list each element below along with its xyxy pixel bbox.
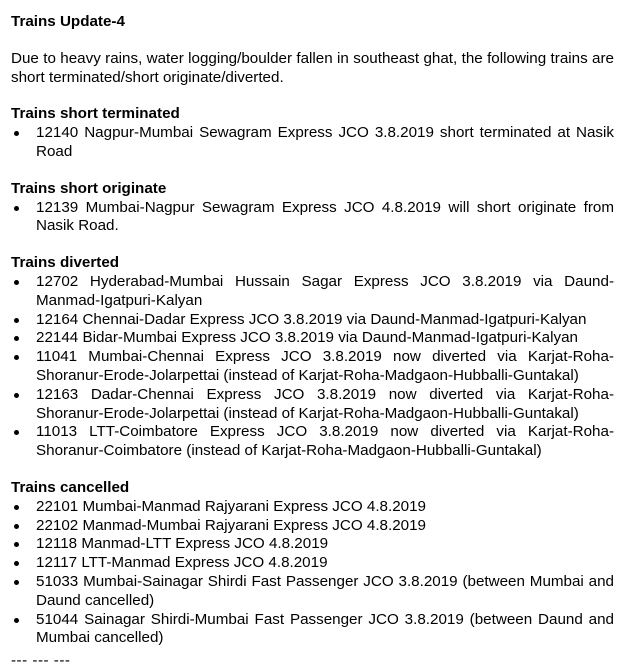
list-item: 51033 Mumbai-Sainagar Shirdi Fast Passenger JCO 3.8.2019 (between Mumbai and Daund cancelled) — [36, 572, 614, 609]
section-cancelled — [11, 479, 614, 648]
section-heading: Trains cancelled — [11, 478, 130, 496]
section-short-originate — [11, 180, 614, 236]
list-item: 11013 LTT-Coimbatore Express JCO 3.8.2019 now diverted via Karjat-Roha-Shoranur-Coimbatore (instead of Karjat-Roha-Madgaon-Hubballi-Guntakal) — [36, 423, 614, 460]
train-list — [11, 124, 614, 162]
section-diverted — [11, 254, 614, 461]
list-item: 12163 Dadar-Chennai Express JCO 3.8.2019 now diverted via Karjat-Roha-Shoranur-Erode-Jolarpettai (instead of Karjat-Roha-Madgaon-Hubballi-Guntakal) — [36, 385, 614, 422]
list-item: 12139 Mumbai-Nagpur Sewagram Express JCO 4.8.2019 will short originate from Nasik Road. — [36, 198, 614, 235]
train-list — [11, 199, 614, 237]
train-list — [11, 498, 614, 648]
document-title: Trains Update-4 — [11, 13, 125, 30]
list-item: 12117 LTT-Manmad Express JCO 4.8.2019 — [36, 554, 328, 572]
list-item: 12140 Nagpur-Mumbai Sewagram Express JCO 3.8.2019 short terminated at Nasik Road — [36, 124, 614, 160]
footer-separator: --- --- --- — [11, 652, 71, 670]
list-item: 22144 Bidar-Mumbai Express JCO 3.8.2019 via Daund-Manmad-Igatpuri-Kalyan — [36, 329, 578, 347]
list-item: 51044 Sainagar Shirdi-Mumbai Fast Passenger JCO 3.8.2019 (between Daund and Mumbai cancelled) — [36, 610, 614, 647]
section-short-terminated — [11, 105, 614, 161]
list-item: 11041 Mumbai-Chennai Express JCO 3.8.2019 now diverted via Karjat-Roha-Shoranur-Erode-Jolarpettai (instead of Karjat-Roha-Madgaon-Hubballi-Guntakal) — [36, 348, 614, 384]
list-item: 22102 Manmad-Mumbai Rajyarani Express JCO 4.8.2019 — [36, 516, 427, 534]
list-item: 22101 Mumbai-Manmad Rajyarani Express JCO 4.8.2019 — [36, 497, 427, 515]
section-heading: Trains short originate — [11, 179, 167, 197]
list-item: 12164 Chennai-Dadar Express JCO 3.8.2019 via Daund-Manmad-Igatpuri-Kalyan — [36, 310, 587, 328]
list-item: 12118 Manmad-LTT Express JCO 4.8.2019 — [36, 535, 329, 553]
intro-paragraph: Due to heavy rains, water logging/boulder fallen in southeast ghat, the following trains are short terminated/short originate/diverted. — [11, 49, 614, 86]
section-heading: Trains diverted — [11, 254, 120, 272]
list-item: 12702 Hyderabad-Mumbai Hussain Sagar Express JCO 3.8.2019 via Daund-Manmad-Igatpuri-Kalyan — [36, 272, 614, 309]
train-list — [11, 273, 614, 461]
section-heading: Trains short terminated — [11, 105, 180, 123]
